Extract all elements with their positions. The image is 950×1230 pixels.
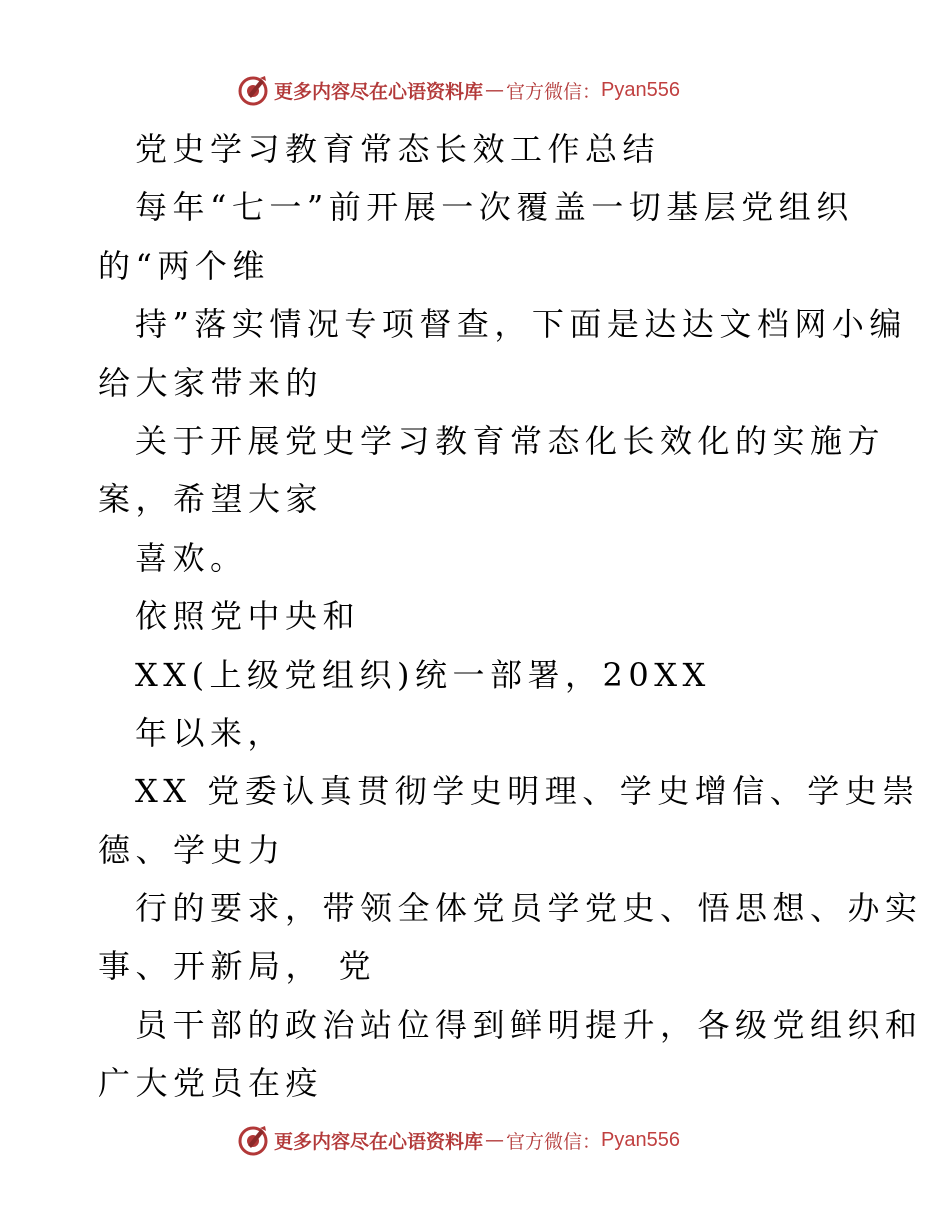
brand-logo-icon [236,73,270,107]
doc-line: 喜欢。 [135,538,248,577]
doc-line: 德、学史力 [98,830,286,869]
doc-title: 党史学习教育常态长效工作总结 [135,130,661,168]
header-wechat-label: 官方微信： [506,80,602,103]
doc-line: 每年“七一”前开展一次覆盖一切基层党组织 [135,188,854,227]
brand-logo-icon [236,1123,270,1157]
doc-line: 员干部的政治站位得到鲜明提升，各级党组织和 [135,1005,923,1044]
doc-line: 的“两个维 [98,246,270,285]
document-body [98,120,923,1113]
header-dash: — [485,79,505,101]
footer-wechat-id: Pyan556 [601,1128,680,1151]
doc-line: 关于开展党史学习教育常态化长效化的实施方 [135,421,886,460]
footer-dash: — [485,1129,505,1151]
header-wechat-id: Pyan556 [601,78,680,101]
footer-brand-text: 更多内容尽在心语资料库 [274,1130,484,1153]
doc-line: XX 党委认真贯彻学史明理、学史增信、学史崇 [135,772,920,811]
doc-line: 持”落实情况专项督查，下面是达达文档网小编 [135,305,907,344]
doc-line: 依照党中央和 [135,597,361,636]
doc-line: 行的要求，带领全体党员学党史、悟思想、办实 [135,889,923,928]
footer-wechat-label: 官方微信： [506,1130,602,1153]
doc-line: 案，希望大家 [98,480,324,519]
doc-line: 给大家带来的 [98,363,324,402]
doc-line: 年以来， [135,713,286,752]
footer-banner [236,1122,680,1158]
doc-line: XX(上级党组织)统一部署，20XX [135,655,711,694]
header-banner [236,72,680,108]
doc-line: 广大党员在疫 [98,1064,324,1103]
header-brand-text: 更多内容尽在心语资料库 [274,80,484,103]
doc-line: 事、开新局， 党 [98,947,377,986]
